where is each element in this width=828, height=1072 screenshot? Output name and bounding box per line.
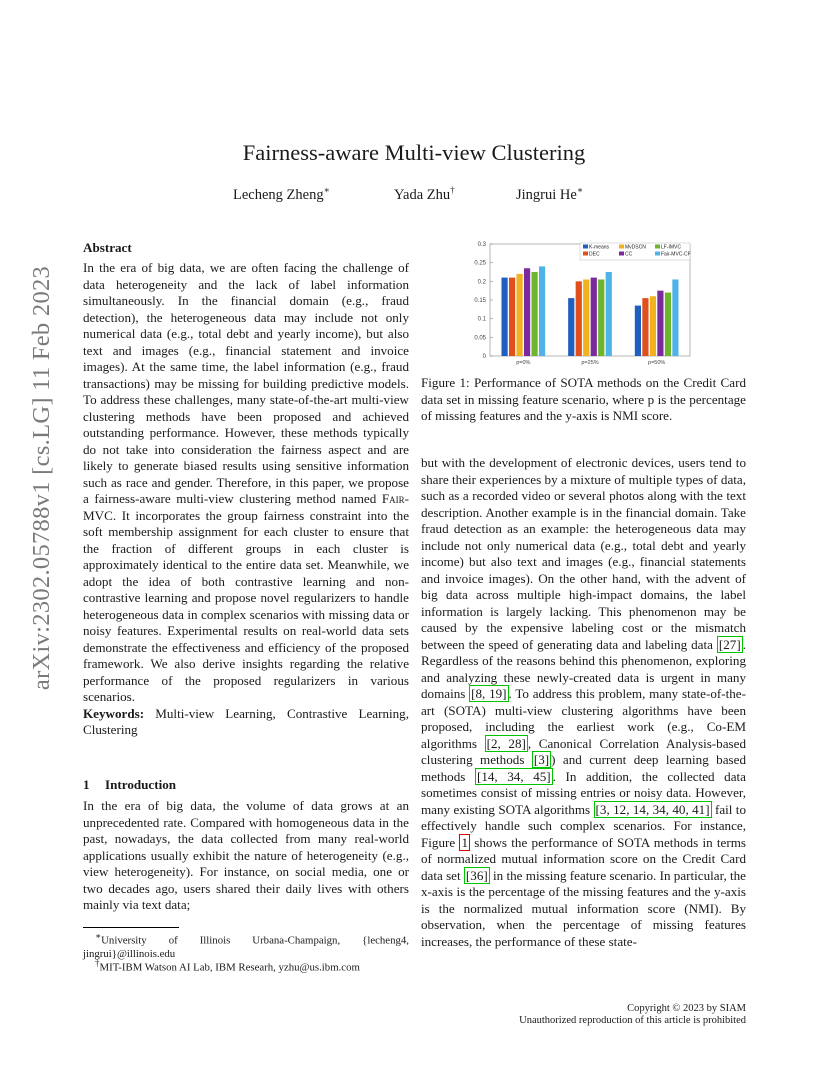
- y-tick-label: 0.25: [474, 260, 486, 267]
- bar-dec: [576, 281, 582, 356]
- bar-k-means: [635, 306, 641, 356]
- legend-label: MvDSCN: [625, 244, 646, 251]
- citation[interactable]: [3]: [533, 752, 550, 767]
- bar-k-means: [501, 278, 507, 356]
- bar-lf-imvc: [598, 279, 604, 356]
- bar-lf-imvc: [665, 293, 671, 356]
- x-tick-label: p=50%: [648, 360, 666, 366]
- footnote-2: †MIT-IBM Watson AI Lab, IBM Researh, yzhu@us.ibm.com: [95, 958, 360, 974]
- y-tick-label: 0.1: [477, 316, 486, 323]
- citation[interactable]: [14, 34, 45]: [476, 768, 551, 784]
- bar-mvdscn: [650, 296, 656, 356]
- bar-lf-imvc: [531, 272, 537, 356]
- keywords: Keywords: Multi-view Learning, Contrastive Learning, Clustering: [83, 705, 409, 737]
- citation[interactable]: [36]: [465, 867, 488, 883]
- figure-1-chart: [435, 232, 755, 372]
- legend-swatch: [655, 252, 660, 256]
- bar-fair-mvc-cf: [539, 266, 545, 356]
- legend-swatch: [583, 252, 588, 256]
- y-tick-label: 0: [482, 354, 486, 360]
- legend-swatch: [619, 245, 624, 249]
- abstract-heading: Abstract: [83, 240, 132, 255]
- arxiv-id-text: arXiv:2302.05788v1 [cs.LG] 11 Feb 2023: [28, 265, 55, 691]
- bar-fair-mvc-cf: [606, 272, 612, 356]
- y-tick-label: 0.3: [477, 242, 486, 248]
- legend-label: K-means: [589, 244, 610, 251]
- citation[interactable]: [8, 19]: [471, 686, 507, 701]
- legend-label: DEC: [589, 251, 600, 258]
- bar-cc: [657, 291, 663, 356]
- copyright-notice: Copyright © 2023 by SIAM Unauthorized reproduction of this article is prohibited: [519, 1003, 746, 1026]
- figure-link[interactable]: 1: [461, 834, 468, 850]
- bar-dec: [642, 298, 648, 356]
- bar-chart: [435, 232, 755, 372]
- citation[interactable]: [27]: [718, 636, 741, 652]
- bar-fair-mvc-cf: [672, 279, 678, 356]
- y-tick-label: 0.05: [474, 335, 486, 342]
- x-tick-label: p=25%: [581, 360, 599, 366]
- legend-label: LF-IMVC: [661, 244, 681, 251]
- legend-swatch: [583, 245, 588, 249]
- introduction-right-column: but with the development of electronic devices, users tend to share their experiences by a mixture of multiple types of data, such as a recorded video or several photos along with the text description. Another example is in the financial domain. Take fraud detection as an example: the heterogeneous data may include not only numerical data (e.g., total debt and yearly income) but also text and images (e.g., financial statements and invoice images). On the other hand, with the advent of big data across multiple high-impact domains, the label information is largely lacking. This phenomenon may be caused by the expensive labeling cost or the mismatch between the speed of generating data and labeling data [27] . Regardless of the reasons behind this phenomenon, exploring and analyzing these newly-created data is urgent in many domains [8, 19] . To address this problem, many state-of-the-art (SOTA) multi-view clustering algorithms have been proposed, including the earliest work (e.g., Co-EM algorithms [2, 28] , Canonical Correlation Analysis-based clustering methods [3] ) and current deep learning based methods [14, 34, 45] . In addition, the collected data sometimes consist of missing entries or noisy data. However, many existing SOTA algorithms [3, 12, 14, 34, 40, 41] fail to effectively handle such complex scenarios. For instance, Figure 1 shows the performance of SOTA methods in terms of normalized mutual information score on the Credit Card data set [36] in the missing feature scenario. In particular, the x-axis is the percentage of the missing features and the y-axis is the normalized mutual information score (NMI). By observation, when the percentage of missing features increases, the performance of these state-: [421, 455, 746, 949]
- legend-swatch: [619, 252, 624, 256]
- x-tick-label: p=0%: [516, 360, 531, 366]
- introduction-left-column: In the era of big data, the volume of data grows at an unprecedented rate. Compared with homogeneous data in the past, nowadays, the data collected from many real-world applications usually exhibit the nature of heterogeneity (e.g., view heterogeneity). For instance, on social media, one or two decades ago, users shared their daily lives with others mainly via text data;: [83, 798, 409, 912]
- author-1: Lecheng Zheng∗: [233, 185, 330, 203]
- y-tick-label: 0.2: [477, 279, 486, 286]
- section-heading-introduction: 1 Introduction: [83, 777, 177, 792]
- citation[interactable]: [2, 28]: [486, 735, 526, 751]
- method-name: Fair-MVC: [83, 491, 409, 523]
- footnote-rule: [83, 927, 179, 928]
- arxiv-identifier: [22, 265, 62, 691]
- y-tick-label: 0.15: [474, 298, 486, 304]
- bar-mvdscn: [516, 274, 522, 356]
- bar-k-means: [568, 298, 574, 356]
- bar-dec: [509, 278, 515, 356]
- footnote-1: ∗University of Illinois Urbana-Champaign, {lecheng4, jingrui}@illinois.edu: [83, 931, 409, 960]
- abstract-text: In the era of big data, we are often facing the challenge of data heterogeneity and the lack of label information simultaneously. In the financial domain (e.g., fraud detection), the heterogeneous data may include not only numerical data (e.g., total debt and yearly income), but also text and images (e.g., financial statement and invoice images). At the same time, the label information (e.g., fraud transactions) may be missing for building predictive models. To address these challenges, many state-of-the-art multi-view clustering methods have been proposed and achieved outstanding performance. However, these methods typically do not take into consideration the fairness aspect and are likely to generate biased results using sensitive information such as race and gender. Therefore, in this paper, we propose a fairness-aware multi-view clustering method named Fair-MVC. It incorporates the group fairness constraint into the soft membership assignment for each cluster to ensure that the fraction of different groups in each cluster is approximately identical to the entire data set. Meanwhile, we adopt the idea of both contrastive learning and non-contrastive learning and propose novel regularizers to handle heterogeneous data in complex scenarios with missing data or noisy features. Experimental results on real-world data sets demonstrate the effectiveness and efficiency of the proposed framework. We also derive insights regarding the relative performance of the proposed regularizers in various scenarios.: [83, 260, 409, 704]
- citation[interactable]: [3, 12, 14, 34, 40, 41]: [595, 801, 710, 817]
- bar-cc: [591, 278, 597, 356]
- abstract-body: [83, 260, 409, 739]
- bar-mvdscn: [583, 279, 589, 356]
- figure-1-caption: Figure 1: Performance of SOTA methods on the Credit Card data set in missing feature scenario, where p is the percentage of missing features and the y-axis is NMI score.: [421, 375, 746, 423]
- bar-cc: [524, 268, 530, 356]
- author-3: Jingrui He∗: [516, 185, 583, 203]
- author-2: Yada Zhu†: [394, 185, 455, 203]
- legend-label: Fair-MVC-CF: [661, 251, 691, 258]
- legend-label: CC: [625, 251, 633, 258]
- paper-title: Fairness-aware Multi-view Clustering: [242, 140, 586, 165]
- legend-swatch: [655, 245, 660, 249]
